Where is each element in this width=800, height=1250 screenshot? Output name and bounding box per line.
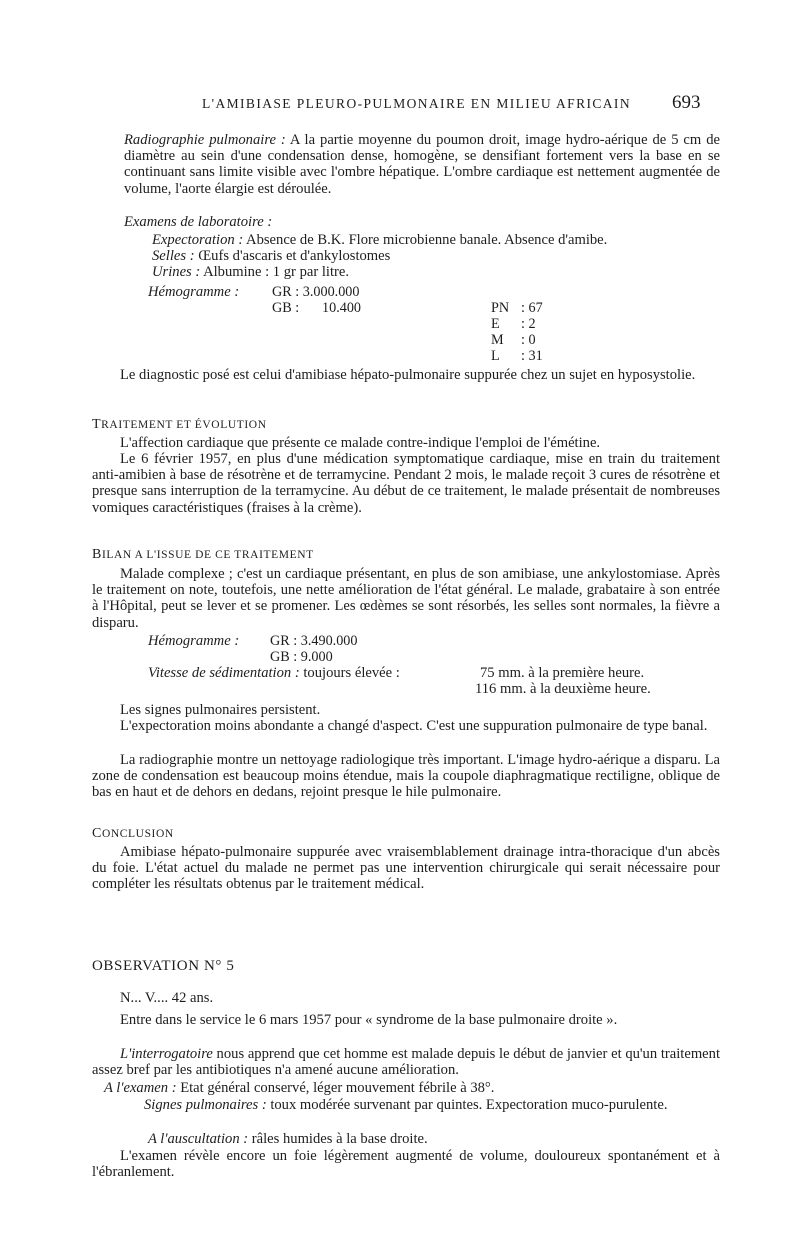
examen-text: Etat général conservé, léger mouvement fébrile à 38°. (176, 1080, 495, 1096)
signes-paragraph (144, 1097, 720, 1113)
formula-value: : 0 (521, 332, 536, 348)
formula-value: : 31 (521, 348, 543, 364)
interrogatoire-label: L'interrogatoire (120, 1046, 213, 1062)
auscultation-line (148, 1131, 428, 1147)
vitesse-text: toujours élevée : (299, 665, 400, 681)
traitement-paragraph-1: L'affection cardiaque que présente ce malade contre-indique l'emploi de l'émétine. (120, 435, 601, 451)
examen-line (104, 1080, 494, 1096)
section-title-bilan: BILAN A L'ISSUE DE CE TRAITEMENT (92, 547, 314, 562)
hemogramme2-gb: GB : 9.000 (270, 649, 333, 665)
observation-interrogatoire (92, 1046, 720, 1078)
traitement-paragraph-2: Le 6 février 1957, en plus d'une médication symptomatique cardiaque, mise en train du traitement anti-amibien à base de résotrène et de terramycine. Pendant 2 mois, le malade reçoit 3 cures de résotrène et presque sans interruption de la terramycine. Au début de ce traitement, le malade présentait de nombreuses vomiques caractéristiques (fraises à la crème). (92, 451, 720, 516)
signes-label: Signes pulmonaires : (144, 1097, 267, 1113)
patient-line: N... V.... 42 ans. (120, 990, 214, 1006)
running-header: L'AMIBIASE PLEURO-PULMONAIRE EN MILIEU AFRICAIN (202, 96, 631, 111)
formula-value: : 2 (521, 316, 536, 332)
examen-label: A l'examen : (104, 1080, 177, 1096)
section-title-conclusion: CONCLUSION (92, 826, 174, 841)
observation-title: OBSERVATION N° 5 (92, 958, 235, 974)
formula-key: L (491, 348, 500, 364)
selles-label: Selles : (152, 248, 195, 264)
formula-key: PN (491, 300, 510, 316)
diagnostic-paragraph: Le diagnostic posé est celui d'amibiase hépato-pulmonaire suppurée chez un sujet en hyposystolie. (120, 367, 696, 383)
auscultation-label: A l'auscultation : (148, 1131, 249, 1147)
observation-paragraph-1: Entre dans le service le 6 mars 1957 pour « syndrome de la base pulmonaire droite ». (120, 1012, 618, 1028)
urines-text: Albumine : 1 gr par litre. (200, 264, 349, 280)
expectoration-line (152, 232, 607, 248)
section-title-traitement: TRAITEMENT ET ÉVOLUTION (92, 417, 267, 432)
auscultation-text: râles humides à la base droite. (248, 1131, 428, 1147)
vitesse-label: Vitesse de sédimentation : (148, 665, 300, 681)
bilan-paragraph-2: Les signes pulmonaires persistent. (120, 702, 321, 718)
selles-line (152, 248, 390, 264)
hemogramme1-gr: GR : 3.000.000 (272, 284, 360, 300)
expectoration-label: Expectoration : (152, 232, 244, 248)
page-number: 693 (672, 92, 701, 113)
hemogramme2-label: Hémogramme : (148, 633, 240, 649)
selles-text: Œufs d'ascaris et d'ankylostomes (194, 248, 391, 264)
bilan-paragraph-4: La radiographie montre un nettoyage radiologique très important. L'image hydro-aérique a disparu. La zone de condensation est beaucoup moins étendue, mais la coupole diaphragmatique rectiligne, oblique de bas en haut et de dehors en dedans, rejoint presque le hile pulmonaire. (92, 752, 720, 801)
expectoration-text: Absence de B.K. Flore microbienne banale. Absence d'amibe. (243, 232, 608, 248)
vitesse-value-1: 75 mm. à la première heure. (480, 665, 645, 681)
signes-text: toux modérée survenant par quintes. Expectoration muco-purulente. (266, 1097, 668, 1113)
radiographie-text: A la partie moyenne du poumon droit, image hydro-aérique de 5 cm de diamètre au sein d'une condensation dense, homogène, se densifiant fortement vers la base en se continuant sans limite visible avec l'ombre hépatique. L'ombre cardiaque est nettement augmentée de volume, l'aorte élargie est déroulée. (124, 132, 720, 197)
hemogramme2-gr: GR : 3.490.000 (270, 633, 358, 649)
radiographie-paragraph (124, 132, 720, 197)
formula-key: E (491, 316, 500, 332)
hemogramme1-label: Hémogramme : (148, 284, 240, 300)
urines-line (152, 264, 349, 280)
examens-label: Examens de laboratoire : (124, 214, 273, 230)
hemogramme1-gb-value: 10.400 (322, 300, 362, 316)
interrogatoire-text: nous apprend que cet homme est malade depuis le début de janvier et qu'un traitement assez bref par les antibiotiques n'a amené aucune amélioration. (92, 1046, 720, 1079)
urines-label: Urines : (152, 264, 201, 280)
bilan-paragraph-1: Malade complexe ; c'est un cardiaque présentant, en plus de son amibiase, une ankylostomiase. Après le traitement on note, toutefois, une nette amélioration de l'état général. Le malade, grabataire à son entrée à l'Hôpital, peut se lever et se promener. Les œdèmes se sont résorbés, les selles sont normales, la fièvre a disparu. (92, 566, 720, 631)
formula-value: : 67 (521, 300, 543, 316)
formula-key: M (491, 332, 504, 348)
vitesse-line (148, 665, 400, 681)
conclusion-paragraph: Amibiase hépato-pulmonaire suppurée avec vraisemblablement drainage intra-thoracique d'un abcès du foie. L'état actuel du malade ne permet pas une intervention chirurgicale qui serait nécessaire pour compléter les résultats obtenus par le traitement médical. (92, 844, 720, 893)
observation-paragraph-final: L'examen révèle encore un foie légèrement augmenté de volume, douloureux spontanément et à l'ébranlement. (92, 1148, 720, 1181)
bilan-paragraph-3: L'expectoration moins abondante a changé d'aspect. C'est une suppuration pulmonaire de type banal. (120, 718, 708, 734)
radiographie-label: Radiographie pulmonaire : (124, 132, 286, 148)
vitesse-value-2: 116 mm. à la deuxième heure. (475, 681, 651, 697)
hemogramme1-gb-label: GB : (272, 300, 300, 316)
